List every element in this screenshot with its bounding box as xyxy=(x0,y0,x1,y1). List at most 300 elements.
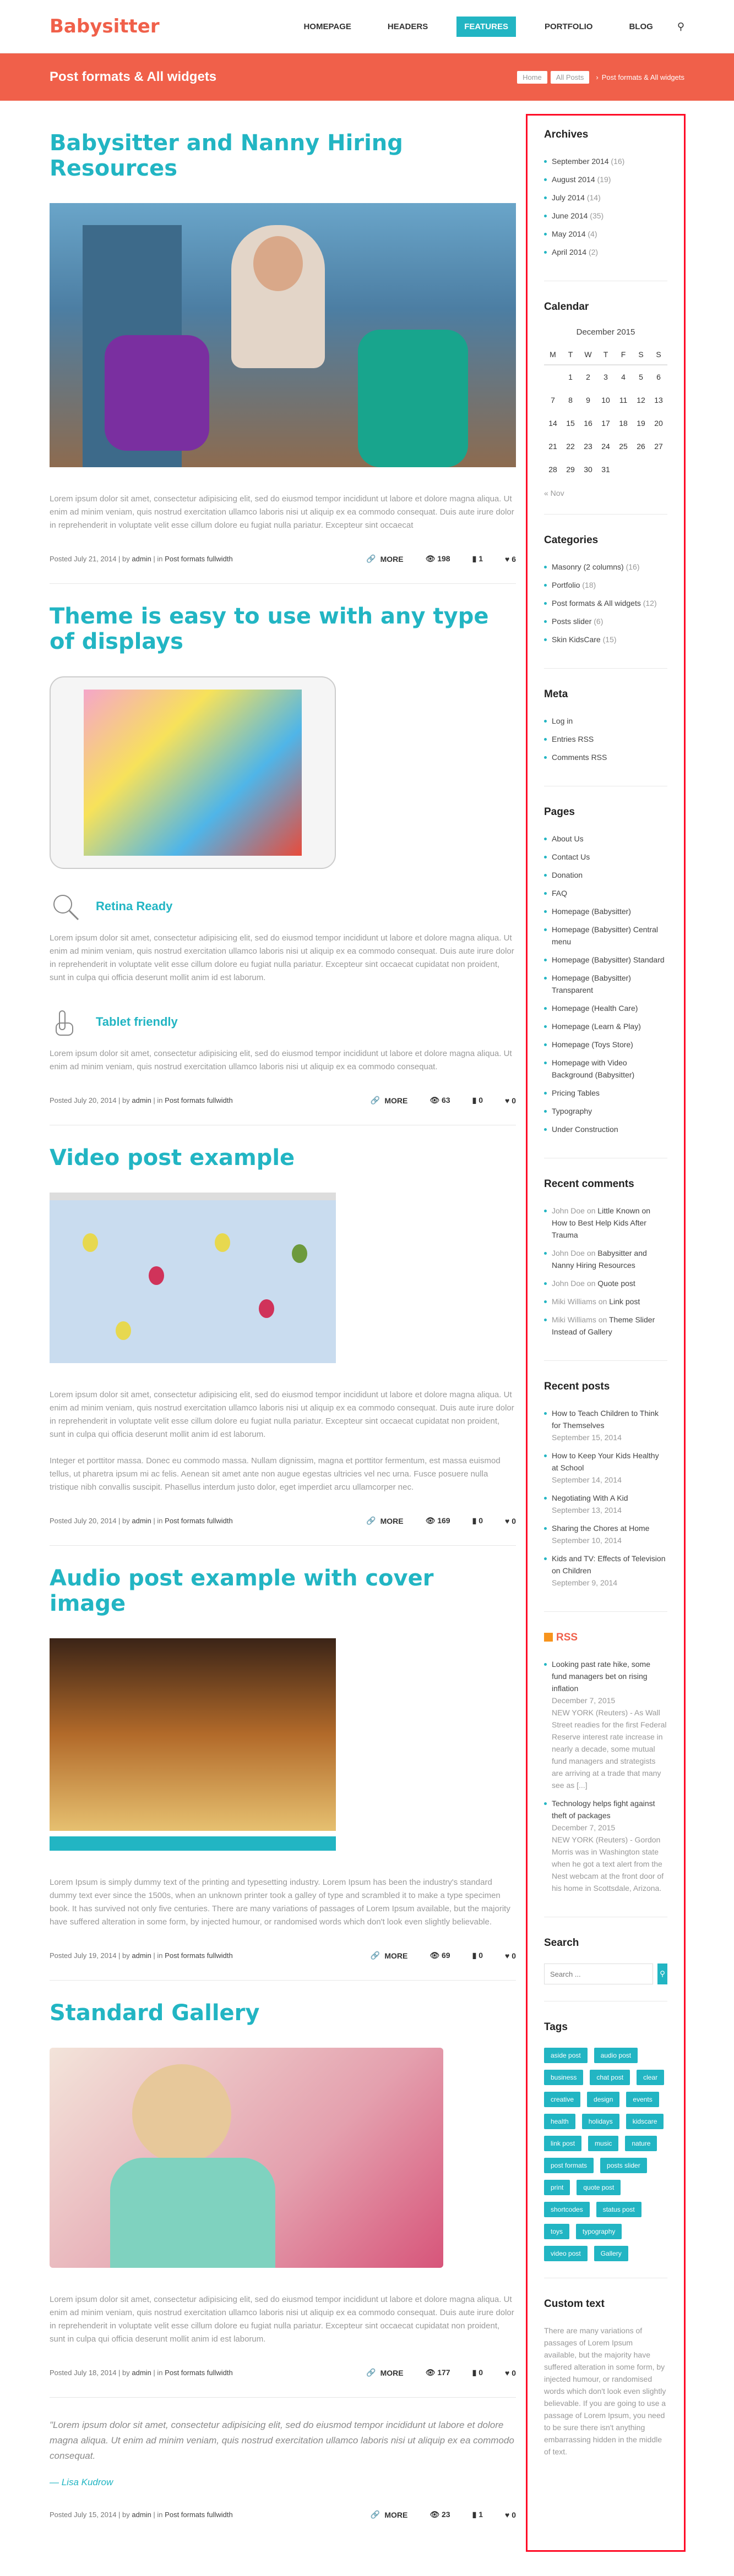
tag-link[interactable]: shortcodes xyxy=(544,2202,590,2217)
recent-post xyxy=(544,1492,667,1516)
category-item[interactable] xyxy=(544,597,667,609)
eye-icon: 👁 xyxy=(425,2368,436,2377)
post-excerpt-2: Integer et porttitor massa. Donec eu commodo massa. Nullam dignissim, magna et porttitor fermentum, est massa euismod tellus, ut pharetra ipsum mi ac felis. Aenean sit amet ante non augue egestas ultricies vel nec urna. Fusce posuere nulla tristique nibh convallis suscipit. Phasellus interdum justo dolor, eget imperdiet arcu ullamcorper nec. xyxy=(50,1456,501,1492)
views-count xyxy=(429,1951,450,1960)
category-item[interactable] xyxy=(544,579,667,591)
tag-link[interactable]: toys xyxy=(544,2224,569,2239)
calendar-day: 1 xyxy=(568,373,573,381)
recent-post-date: September 9, 2014 xyxy=(552,1578,618,1587)
calendar-day: 6 xyxy=(656,373,661,381)
more-button[interactable] xyxy=(371,1951,407,1960)
calendar-day-header: S xyxy=(650,344,667,365)
widget-title: Meta xyxy=(544,688,568,700)
breadcrumb-all-posts[interactable]: All Posts xyxy=(551,71,590,84)
magnifier-icon xyxy=(50,891,80,922)
calendar-day-header: M xyxy=(544,344,562,365)
post-title[interactable]: Standard Gallery xyxy=(50,2000,260,2026)
audio-player[interactable] xyxy=(50,1836,336,1851)
tablet-image xyxy=(50,676,336,869)
hand-touch-icon xyxy=(50,1007,80,1037)
rss-item xyxy=(544,1797,667,1894)
more-button[interactable] xyxy=(366,2368,403,2377)
category-count: (16) xyxy=(626,562,640,571)
comments-value: 0 xyxy=(479,1951,483,1960)
recent-post-date: September 14, 2014 xyxy=(552,1475,622,1484)
gallery-image[interactable] xyxy=(50,2048,443,2268)
tag-link[interactable]: status post xyxy=(596,2202,641,2217)
meta-link[interactable]: Comments RSS xyxy=(544,751,667,763)
comment-post-link[interactable]: Link post xyxy=(609,1297,640,1306)
link-icon: 🔗 xyxy=(370,2510,380,2519)
views-count xyxy=(426,554,450,564)
category-label: Posts slider xyxy=(552,617,592,626)
post-author[interactable]: admin xyxy=(132,1951,151,1960)
site-logo[interactable]: Babysitter xyxy=(50,15,160,37)
recent-comment xyxy=(544,1314,667,1338)
category-item[interactable] xyxy=(544,633,667,646)
more-button[interactable] xyxy=(366,554,403,564)
calendar-day xyxy=(544,365,562,389)
calendar-caption: December 2015 xyxy=(576,327,635,337)
rss-item-date: December 7, 2015 xyxy=(552,1696,616,1705)
widget-title xyxy=(544,1632,667,1644)
link-icon: 🔗 xyxy=(366,2368,376,2377)
post-category[interactable]: Post formats fullwidth xyxy=(165,1517,233,1525)
rss-icon xyxy=(544,1633,553,1642)
comments-count[interactable] xyxy=(472,2368,483,2377)
breadcrumb-current: Post formats & All widgets xyxy=(601,73,684,81)
calendar-day: 3 xyxy=(603,373,608,381)
main-nav xyxy=(275,17,684,37)
calendar-day: 21 xyxy=(548,442,557,451)
widget-archives xyxy=(544,129,667,281)
post-date: Posted July 18, 2014 xyxy=(50,2369,117,2377)
widget-recent-comments xyxy=(544,1178,667,1361)
tag-link[interactable]: print xyxy=(544,2180,570,2195)
likes-count[interactable] xyxy=(505,1096,516,1105)
calendar-prev-link[interactable]: « Nov xyxy=(544,489,564,497)
eye-icon: 👁 xyxy=(429,2510,440,2519)
calendar-day: 8 xyxy=(568,396,573,404)
calendar-day: 5 xyxy=(639,373,643,381)
post-title[interactable]: Babysitter and Nanny Hiring Resources xyxy=(50,130,403,181)
widget-tags xyxy=(544,2021,667,2278)
in-label: in xyxy=(157,1951,163,1960)
heart-icon: ♥ xyxy=(505,1951,510,1960)
widget-recent-posts xyxy=(544,1381,667,1612)
tag-link[interactable]: Gallery xyxy=(594,2246,628,2261)
category-count: (15) xyxy=(602,635,617,644)
on-label: on xyxy=(584,1206,598,1215)
post xyxy=(50,2000,516,2398)
more-label: MORE xyxy=(380,1516,404,1525)
post-date: Posted July 20, 2014 xyxy=(50,1096,117,1104)
page-link[interactable]: Homepage with Video Background (Babysitter) xyxy=(544,1057,667,1081)
post-meta: Posted July 21, 2014 | by admin | in Post formats fullwidth 🔗 MORE 👁 198 ▮ 1 ♥ 6 xyxy=(50,554,516,564)
rss-item-title[interactable]: Looking past rate hike, some fund managers bet on rising inflation xyxy=(552,1660,650,1693)
archive-item[interactable] xyxy=(544,210,667,222)
comments-count[interactable] xyxy=(472,1096,483,1105)
on-label: on xyxy=(596,1297,610,1306)
post-list xyxy=(50,101,516,2559)
widget-title: Search xyxy=(544,1937,579,1949)
rss-item-date: December 7, 2015 xyxy=(552,1823,616,1832)
views-value: 63 xyxy=(442,1096,450,1104)
likes-value: 6 xyxy=(512,554,516,564)
by-label: by xyxy=(122,2511,130,2519)
comment-post-link[interactable]: Theme Slider Instead of Gallery xyxy=(552,1315,655,1336)
likes-value: 0 xyxy=(512,1516,516,1525)
recent-post xyxy=(544,1522,667,1546)
calendar-day xyxy=(632,458,650,481)
archive-label: September 2014 xyxy=(552,157,609,166)
post-author[interactable]: admin xyxy=(132,2369,151,2377)
views-value: 198 xyxy=(437,554,450,563)
widget-meta xyxy=(544,688,667,786)
page-link[interactable]: Homepage (Health Care) xyxy=(544,1002,667,1014)
likes-count[interactable] xyxy=(505,1517,516,1525)
archive-label: July 2014 xyxy=(552,193,585,202)
tag-link[interactable]: quote post xyxy=(577,2180,621,2195)
meta-link[interactable]: Entries RSS xyxy=(544,733,667,745)
comment-author: Miki Williams xyxy=(552,1297,596,1306)
tag-link[interactable]: business xyxy=(544,2070,583,2085)
nav-homepage[interactable]: HOMEPAGE xyxy=(303,21,351,31)
heart-icon: ♥ xyxy=(505,1516,510,1525)
page-banner xyxy=(0,53,734,101)
calendar-day xyxy=(650,458,667,481)
views-value: 23 xyxy=(442,2510,450,2519)
recent-post-date: September 13, 2014 xyxy=(552,1506,622,1514)
calendar-day-header: T xyxy=(597,344,615,365)
calendar-day: 10 xyxy=(601,396,610,404)
likes-count[interactable] xyxy=(505,555,516,564)
page-link[interactable]: Homepage (Toys Store) xyxy=(544,1038,667,1051)
archive-count: (19) xyxy=(597,175,611,184)
page-link[interactable]: Homepage (Babysitter) Standard xyxy=(544,954,667,966)
tag-link[interactable]: holidays xyxy=(582,2114,619,2129)
likes-value: 0 xyxy=(512,1951,516,1960)
recent-post xyxy=(544,1450,667,1486)
calendar-day: 17 xyxy=(601,419,610,428)
page-link[interactable]: Under Construction xyxy=(544,1123,667,1135)
views-value: 69 xyxy=(442,1951,450,1960)
by-label: by xyxy=(122,1517,130,1525)
tag-link[interactable]: music xyxy=(588,2136,618,2151)
eye-icon: 👁 xyxy=(425,554,436,563)
post-meta: Posted July 20, 2014 | by admin | in Post formats fullwidth 🔗 MORE 👁 63 ▮ 0 ♥ 0 xyxy=(50,1096,516,1105)
page-link[interactable]: Pricing Tables xyxy=(544,1087,667,1099)
calendar-table xyxy=(544,327,667,481)
calendar-day: 23 xyxy=(584,442,592,451)
on-label: on xyxy=(584,1249,598,1257)
archive-count: (2) xyxy=(588,248,599,256)
nav-portfolio[interactable]: PORTFOLIO xyxy=(544,21,593,31)
calendar-day: 26 xyxy=(637,442,645,451)
page-link[interactable]: Contact Us xyxy=(544,851,667,863)
recent-comment xyxy=(544,1277,667,1289)
comments-value: 0 xyxy=(479,1516,483,1525)
views-value: 177 xyxy=(437,2368,450,2377)
views-count xyxy=(426,1516,450,1525)
tag-link[interactable]: video post xyxy=(544,2246,588,2261)
calendar-day: 31 xyxy=(601,465,610,474)
sidebar-search-input[interactable] xyxy=(544,1964,653,1984)
by-label: by xyxy=(122,1951,130,1960)
rss-item-excerpt: NEW YORK (Reuters) - As Wall Street readies for the first Federal Reserve interest rate increase in nearly a decade, some mutual fund managers and strategists are arriving at a trade that many see as [...] xyxy=(552,1708,667,1790)
post-meta: Posted July 20, 2014 | by admin | in Post formats fullwidth 🔗 MORE 👁 169 ▮ 0 ♥ 0 xyxy=(50,1516,516,1525)
post-category[interactable]: Post formats fullwidth xyxy=(165,555,233,563)
post-date: Posted July 20, 2014 xyxy=(50,1517,117,1525)
recent-comment xyxy=(544,1295,667,1308)
archive-count: (14) xyxy=(586,193,601,202)
search-icon: ⚲ xyxy=(660,1970,665,1978)
likes-count[interactable] xyxy=(505,1951,516,1960)
recent-post-link[interactable]: How to Teach Children to Think for Themselves xyxy=(552,1409,659,1430)
calendar-day: 14 xyxy=(548,419,557,428)
archive-item[interactable] xyxy=(544,173,667,185)
tag-link[interactable]: health xyxy=(544,2114,575,2129)
calendar-day: 22 xyxy=(566,442,575,451)
calendar-day: 16 xyxy=(584,419,592,428)
views-value: 169 xyxy=(437,1516,450,1525)
calendar-day: 30 xyxy=(584,465,592,474)
post-title[interactable]: Theme is easy to use with any type of displays xyxy=(50,604,489,654)
recent-post-link[interactable]: Sharing the Chores at Home xyxy=(552,1524,650,1533)
comments-value: 0 xyxy=(479,2368,483,2377)
tag-link[interactable]: posts slider xyxy=(600,2158,647,2173)
heart-icon: ♥ xyxy=(505,2368,510,2377)
comment-post-link[interactable]: Little Known on How to Best Help Kids After Trauma xyxy=(552,1206,651,1239)
calendar-day: 18 xyxy=(619,419,628,428)
in-label: in xyxy=(157,555,163,563)
tag-link[interactable]: post formats xyxy=(544,2158,594,2173)
comment-author: John Doe xyxy=(552,1206,585,1215)
category-label: Post formats & All widgets xyxy=(552,599,641,608)
post-author[interactable]: admin xyxy=(132,1517,151,1525)
archive-count: (4) xyxy=(588,229,597,238)
feature-retina xyxy=(50,891,516,922)
recent-post-link[interactable]: Kids and TV: Effects of Television on Children xyxy=(552,1554,666,1575)
calendar-day: 29 xyxy=(566,465,575,474)
post-excerpt: Lorem ipsum dolor sit amet, consectetur adipisicing elit, sed do eiusmod tempor incididunt ut labore et dolore magna aliqua. Ut enim ad minim veniam, quis nostrud exercitation ullamco laboris nisi ut aliquip ex ea commodo consequat. Duis aute irure dolor in reprehenderit in voluptate velit esse cillum dolore eu fugiat nulla pariatur. Excepteur sint occaecat cupidatat non proident, sunt in culpa qui officia deserunt mollit anim id est laborum. xyxy=(50,1390,514,1439)
page-link[interactable]: About Us xyxy=(544,833,667,845)
post-category[interactable]: Post formats fullwidth xyxy=(165,2369,233,2377)
comments-value: 1 xyxy=(479,554,483,563)
heart-icon: ♥ xyxy=(505,1096,510,1105)
category-label: Masonry (2 columns) xyxy=(552,562,624,571)
post-category[interactable]: Post formats fullwidth xyxy=(165,1096,233,1104)
sidebar-search-button[interactable] xyxy=(657,1964,667,1984)
heart-icon: ♥ xyxy=(505,554,510,564)
more-button[interactable] xyxy=(371,1096,407,1105)
post-date: Posted July 15, 2014 xyxy=(50,2511,117,2519)
top-header xyxy=(0,0,734,53)
recent-post xyxy=(544,1552,667,1589)
post-title[interactable]: Video post example xyxy=(50,1145,295,1171)
recent-comment xyxy=(544,1205,667,1241)
eye-icon: 👁 xyxy=(429,1096,440,1104)
comments-count[interactable] xyxy=(472,1516,483,1525)
page-link[interactable]: FAQ xyxy=(544,887,667,899)
comments-count[interactable] xyxy=(472,2510,483,2519)
comments-count[interactable] xyxy=(472,554,483,564)
audio-cover-image xyxy=(50,1638,336,1831)
calendar-day: 25 xyxy=(619,442,628,451)
page-link[interactable]: Homepage (Learn & Play) xyxy=(544,1020,667,1032)
link-icon: 🔗 xyxy=(370,1096,380,1104)
widget-rss xyxy=(544,1632,667,1917)
meta-link[interactable]: Log in xyxy=(544,715,667,727)
widget-title: Recent posts xyxy=(544,1381,610,1392)
rss-item-excerpt: NEW YORK (Reuters) - Gordon Morris was in Washington state when he got a text alert from the Nest webcam at the front door of his home in Scottsdale, Arizona. xyxy=(552,1835,664,1893)
custom-text: There are many variations of passages of Lorem Ipsum available, but the majority have suffered alteration in some form, by injected humour, or randomised words which don't look even slightly believable. If you are going to use a passage of Lorem Ipsum, you need to be sure there isn't anything embarrassing hidden in the middle of text. xyxy=(544,2326,666,2456)
tag-link[interactable]: audio post xyxy=(594,2048,638,2063)
post-meta: Posted July 19, 2014 | by admin | in Post formats fullwidth 🔗 MORE 👁 69 ▮ 0 ♥ 0 xyxy=(50,1951,516,1960)
comment-author: John Doe xyxy=(552,1279,585,1288)
post xyxy=(50,130,516,584)
comment-icon: ▮ xyxy=(472,1516,477,1525)
more-button[interactable] xyxy=(371,2510,407,2519)
post-meta: Posted July 18, 2014 | by admin | in Post formats fullwidth 🔗 MORE 👁 177 ▮ 0 ♥ 0 xyxy=(50,2368,516,2377)
quote-author[interactable]: — Lisa Kudrow xyxy=(50,2477,113,2487)
post-author[interactable]: admin xyxy=(132,1096,151,1104)
tag-link[interactable]: creative xyxy=(544,2092,580,2107)
archive-item[interactable] xyxy=(544,155,667,167)
archive-label: April 2014 xyxy=(552,248,587,256)
comment-author: John Doe xyxy=(552,1249,585,1257)
post-author[interactable]: admin xyxy=(132,555,151,563)
calendar-day: 15 xyxy=(566,419,575,428)
recent-post-link[interactable]: Negotiating With A Kid xyxy=(552,1494,628,1502)
calendar-day: 11 xyxy=(619,396,628,404)
nav-blog[interactable]: BLOG xyxy=(629,21,653,31)
comments-value: 1 xyxy=(479,2510,483,2519)
views-count xyxy=(429,1096,450,1105)
post xyxy=(50,1566,516,1981)
post-image[interactable] xyxy=(50,203,516,467)
archive-item[interactable] xyxy=(544,192,667,204)
rss-item-title[interactable]: Technology helps fight against theft of packages xyxy=(552,1799,655,1820)
category-label: Skin KidsCare xyxy=(552,635,601,644)
search-icon[interactable]: ⚲ xyxy=(677,20,684,32)
calendar-day: 9 xyxy=(586,396,590,404)
more-button[interactable] xyxy=(366,1516,403,1525)
calendar-day: 13 xyxy=(654,396,663,404)
tag-link[interactable]: events xyxy=(626,2092,659,2107)
tag-link[interactable]: clear xyxy=(637,2070,664,2085)
post-title[interactable]: Audio post example with cover image xyxy=(50,1566,434,1616)
recent-post xyxy=(544,1407,667,1443)
more-label: MORE xyxy=(380,554,404,564)
tag-link[interactable]: link post xyxy=(544,2136,581,2151)
post-category[interactable]: Post formats fullwidth xyxy=(165,2511,233,2519)
by-label: by xyxy=(122,2369,130,2377)
post-author[interactable]: admin xyxy=(132,2511,151,2519)
calendar-day: 12 xyxy=(637,396,645,404)
page-title: Post formats & All widgets xyxy=(50,69,217,84)
tag-link[interactable]: chat post xyxy=(590,2070,630,2085)
page-link[interactable]: Homepage (Babysitter) Central menu xyxy=(544,923,667,948)
post-excerpt: Lorem ipsum dolor sit amet, consectetur adipisicing elit, sed do eiusmod tempor incididunt ut labore et dolore magna aliqua. Ut enim ad minim veniam, quis nostrud exercitation ullamco laboris nisi ut aliquip ex ea commodo consequat. Duis aute irure dolor in reprehenderit in voluptate velit esse cillum dolore eu fugiat nulla pariatur. Excepteur sint occaecat xyxy=(50,494,514,530)
rss-item xyxy=(544,1658,667,1791)
calendar-day: 27 xyxy=(654,442,663,451)
tag-link[interactable]: design xyxy=(587,2092,619,2107)
category-item[interactable] xyxy=(544,561,667,573)
comment-icon: ▮ xyxy=(472,1096,477,1104)
sidebar xyxy=(526,114,686,2552)
recent-post-link[interactable]: How to Keep Your Kids Healthy at School xyxy=(552,1451,659,1472)
calendar-day-header: T xyxy=(562,344,579,365)
tag-link[interactable]: nature xyxy=(625,2136,657,2151)
post-meta: Posted July 15, 2014 | by admin | in Post formats fullwidth 🔗 MORE 👁 23 ▮ 1 ♥ 0 xyxy=(50,2510,516,2519)
on-label: on xyxy=(584,1279,598,1288)
widget-categories xyxy=(544,534,667,669)
recent-post-date: September 10, 2014 xyxy=(552,1536,622,1545)
widget-title: Calendar xyxy=(544,301,589,313)
in-label: in xyxy=(157,1517,163,1525)
likes-count[interactable] xyxy=(505,2511,516,2519)
likes-value: 0 xyxy=(512,1096,516,1105)
nav-features[interactable]: FEATURES xyxy=(456,17,516,37)
recent-comment xyxy=(544,1247,667,1271)
comment-icon: ▮ xyxy=(472,1951,477,1960)
comments-value: 0 xyxy=(479,1096,483,1104)
breadcrumb xyxy=(517,71,684,84)
tag-link[interactable]: aside post xyxy=(544,2048,588,2063)
tag-link[interactable]: typography xyxy=(576,2224,622,2239)
eye-icon: 👁 xyxy=(429,1951,440,1960)
nav-headers[interactable]: HEADERS xyxy=(387,21,428,31)
views-count xyxy=(429,2510,450,2519)
page-link[interactable]: Donation xyxy=(544,869,667,881)
tag-link[interactable]: kidscare xyxy=(626,2114,664,2129)
feature-tablet xyxy=(50,1007,516,1037)
comment-icon: ▮ xyxy=(472,2368,477,2377)
calendar-day: 19 xyxy=(637,419,645,428)
post-category[interactable]: Post formats fullwidth xyxy=(165,1951,233,1960)
rss-title[interactable]: RSS xyxy=(556,1632,578,1643)
page-link[interactable]: Typography xyxy=(544,1105,667,1117)
breadcrumb-home[interactable]: Home xyxy=(517,71,547,84)
feature-text: Lorem ipsum dolor sit amet, consectetur adipisicing elit, sed do eiusmod tempor incididunt ut labore et dolore magna aliqua. Ut enim ad minim veniam, quis nostrud exercitation ullamco laboris nisi ut aliquip ex ea commodo consequat. xyxy=(50,1049,512,1071)
widget-title: Recent comments xyxy=(544,1178,634,1190)
post-excerpt: Lorem Ipsum is simply dummy text of the printing and typesetting industry. Lorem Ipsum has been the industry's standard dummy text ever since the 1500s, when an unknown printer took a galley of type and scrambled it to make a type specimen book. It has survived not only five centuries. There are many variations of passages of Lorem Ipsum available, but the majority have suffered alteration in some form, by injected humour, or randomised words which don't look even slightly believable. xyxy=(50,1878,510,1927)
more-label: MORE xyxy=(384,1096,408,1105)
video-player[interactable] xyxy=(50,1193,336,1363)
widget-search xyxy=(544,1937,667,2001)
archive-label: August 2014 xyxy=(552,175,595,184)
archive-item[interactable] xyxy=(544,228,667,240)
archive-item[interactable] xyxy=(544,246,667,258)
comment-icon: ▮ xyxy=(472,554,477,563)
page-link[interactable]: Homepage (Babysitter) xyxy=(544,905,667,917)
category-count: (12) xyxy=(643,599,657,608)
comment-post-link[interactable]: Babysitter and Nanny Hiring Resources xyxy=(552,1249,647,1270)
page-link[interactable]: Homepage (Babysitter) Transparent xyxy=(544,972,667,996)
widget-title: Pages xyxy=(544,806,575,818)
link-icon: 🔗 xyxy=(366,554,376,563)
feature-title: Tablet friendly xyxy=(96,1015,178,1029)
likes-count[interactable] xyxy=(505,2369,516,2377)
widget-title: Categories xyxy=(544,534,599,546)
comment-post-link[interactable]: Quote post xyxy=(597,1279,635,1288)
comments-count[interactable] xyxy=(472,1951,483,1960)
quote-post xyxy=(50,2418,516,2539)
widget-title: Archives xyxy=(544,129,589,140)
link-icon: 🔗 xyxy=(370,1951,380,1960)
category-item[interactable] xyxy=(544,615,667,627)
